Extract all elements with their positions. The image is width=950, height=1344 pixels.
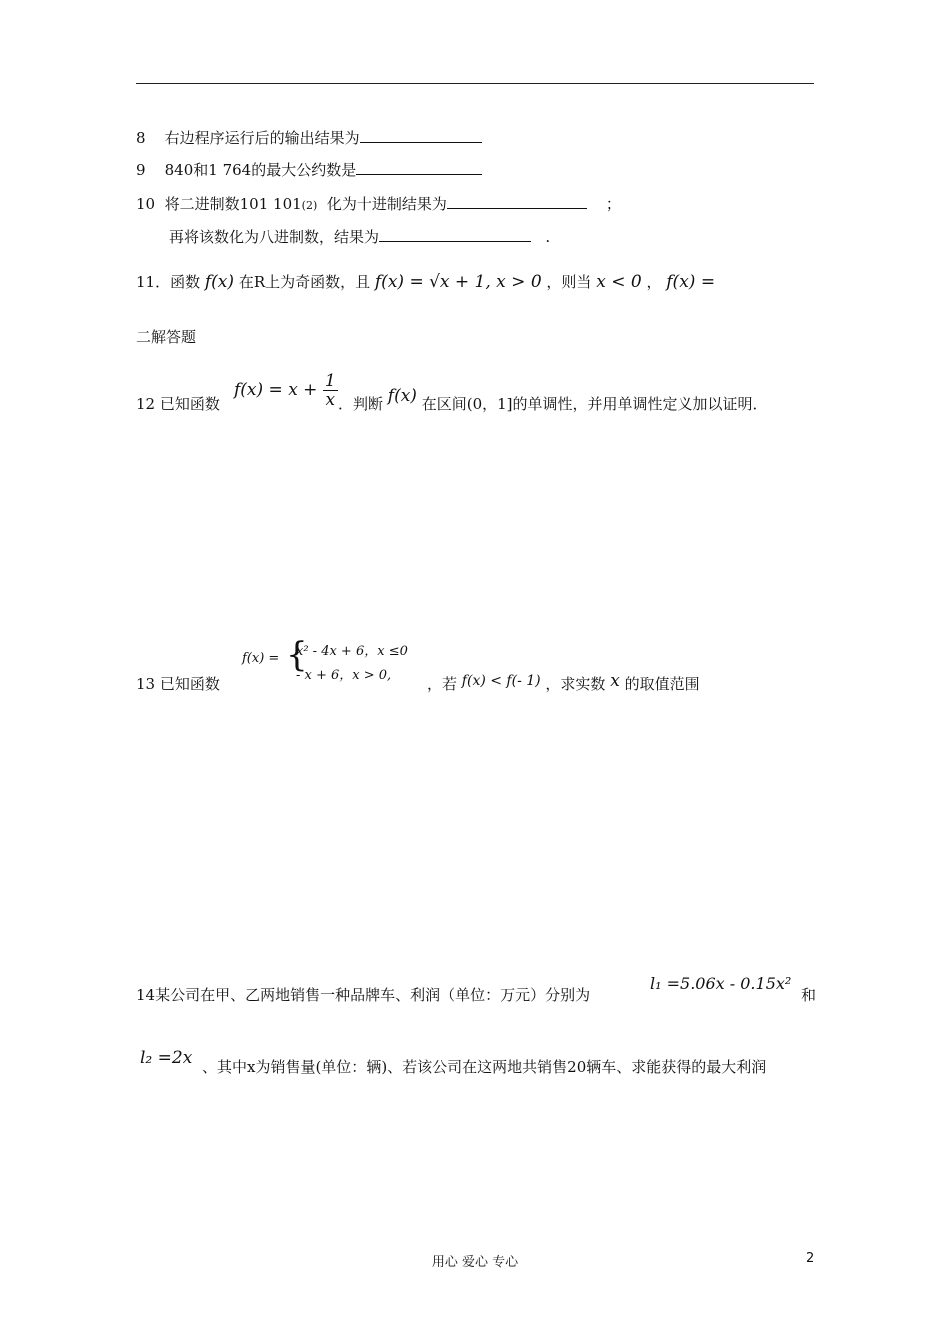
- q11-prefix: 11．函数: [136, 273, 201, 291]
- q12-function: [234, 372, 338, 409]
- q10-text-a: 将二进制数101 101: [164, 195, 302, 213]
- q12-mid: ．判断: [338, 395, 384, 413]
- q9-text: 840和1 764的最大公约数是: [164, 161, 357, 179]
- q12-suffix: 在区间(0，1]的单调性，并用单调性定义加以证明．: [421, 395, 768, 413]
- q10-semicolon: ；: [605, 195, 621, 213]
- q10-number: 10: [136, 195, 156, 213]
- question-10-line2: [169, 227, 550, 247]
- q13-mid: ，若: [427, 675, 458, 693]
- q13-case2: - x + 6，x > 0,: [296, 668, 392, 683]
- section-title: 二解答题: [136, 328, 197, 346]
- q11-mid: 在R上为奇函数，且: [238, 273, 371, 291]
- q11-fx: f(x): [204, 272, 235, 292]
- question-9: [136, 160, 482, 180]
- q13-suffix2: 的取值范围: [624, 675, 700, 693]
- q9-answer-blank[interactable]: [356, 160, 482, 175]
- q12-fraction: [323, 372, 338, 409]
- q10-line2: 再将该数化为八进制数，结果为: [169, 228, 380, 246]
- q10-text-b: 化为十进制结果为: [326, 195, 447, 213]
- q10-subscript: (2): [301, 199, 318, 212]
- q12-frac-den: x: [325, 390, 336, 410]
- q13-suffix1: ，求实数: [545, 675, 606, 693]
- question-12-prefix: 12 已知函数: [136, 395, 220, 413]
- q14-l2-expr: l₂ =2x: [140, 1048, 193, 1068]
- q11-comma: ，: [646, 273, 662, 291]
- page-number: 2: [806, 1251, 815, 1266]
- q11-when: ，则当: [546, 273, 592, 291]
- q14-and: 和: [801, 986, 817, 1004]
- q10-decimal-blank[interactable]: [447, 194, 587, 209]
- q10-octal-blank[interactable]: [379, 227, 531, 242]
- question-8: [136, 128, 482, 148]
- q8-answer-blank[interactable]: [360, 128, 482, 143]
- q12-frac-num: 1: [324, 371, 336, 391]
- q11-x-lt-0: x < 0: [596, 272, 642, 292]
- question-14-line2: 、其中x为销售量(单位：辆)、若该公司在这两地共销售20辆车、求能获得的最大利润: [202, 1058, 767, 1076]
- question-10: [136, 194, 621, 216]
- q9-number: 9: [136, 161, 146, 179]
- q12-func-lhs: f(x) = x +: [234, 380, 318, 400]
- q8-text: 右边程序运行后的输出结果为: [164, 129, 360, 147]
- question-13-prefix: 13 已知函数: [136, 675, 220, 693]
- question-14-line1: 14某公司在甲、乙两地销售一种品牌车、利润（单位：万元）分别为: [136, 986, 591, 1004]
- question-13-rest: [427, 671, 700, 695]
- q13-lhs: f(x) =: [242, 651, 280, 666]
- q11-condition: f(x) = √x + 1, x > 0: [374, 272, 542, 292]
- q13-case1: x² - 4x + 6，x ≤0: [296, 644, 408, 659]
- q8-number: 8: [136, 129, 146, 147]
- q10-period: .: [545, 228, 551, 246]
- q13-brace: {: [286, 635, 308, 675]
- q12-fx: f(x): [387, 386, 417, 406]
- header-rule: [136, 83, 814, 84]
- question-12-rest: [338, 386, 768, 414]
- footer-text: 用心 爱心 专心: [431, 1255, 519, 1270]
- question-11: [136, 272, 715, 292]
- q14-l1-expr: l₁ =5.06x - 0.15x²: [650, 974, 792, 993]
- q13-ineq: f(x) < f(- 1): [461, 673, 541, 689]
- q11-ask: f(x) =: [666, 272, 716, 292]
- q13-var: x: [610, 671, 620, 691]
